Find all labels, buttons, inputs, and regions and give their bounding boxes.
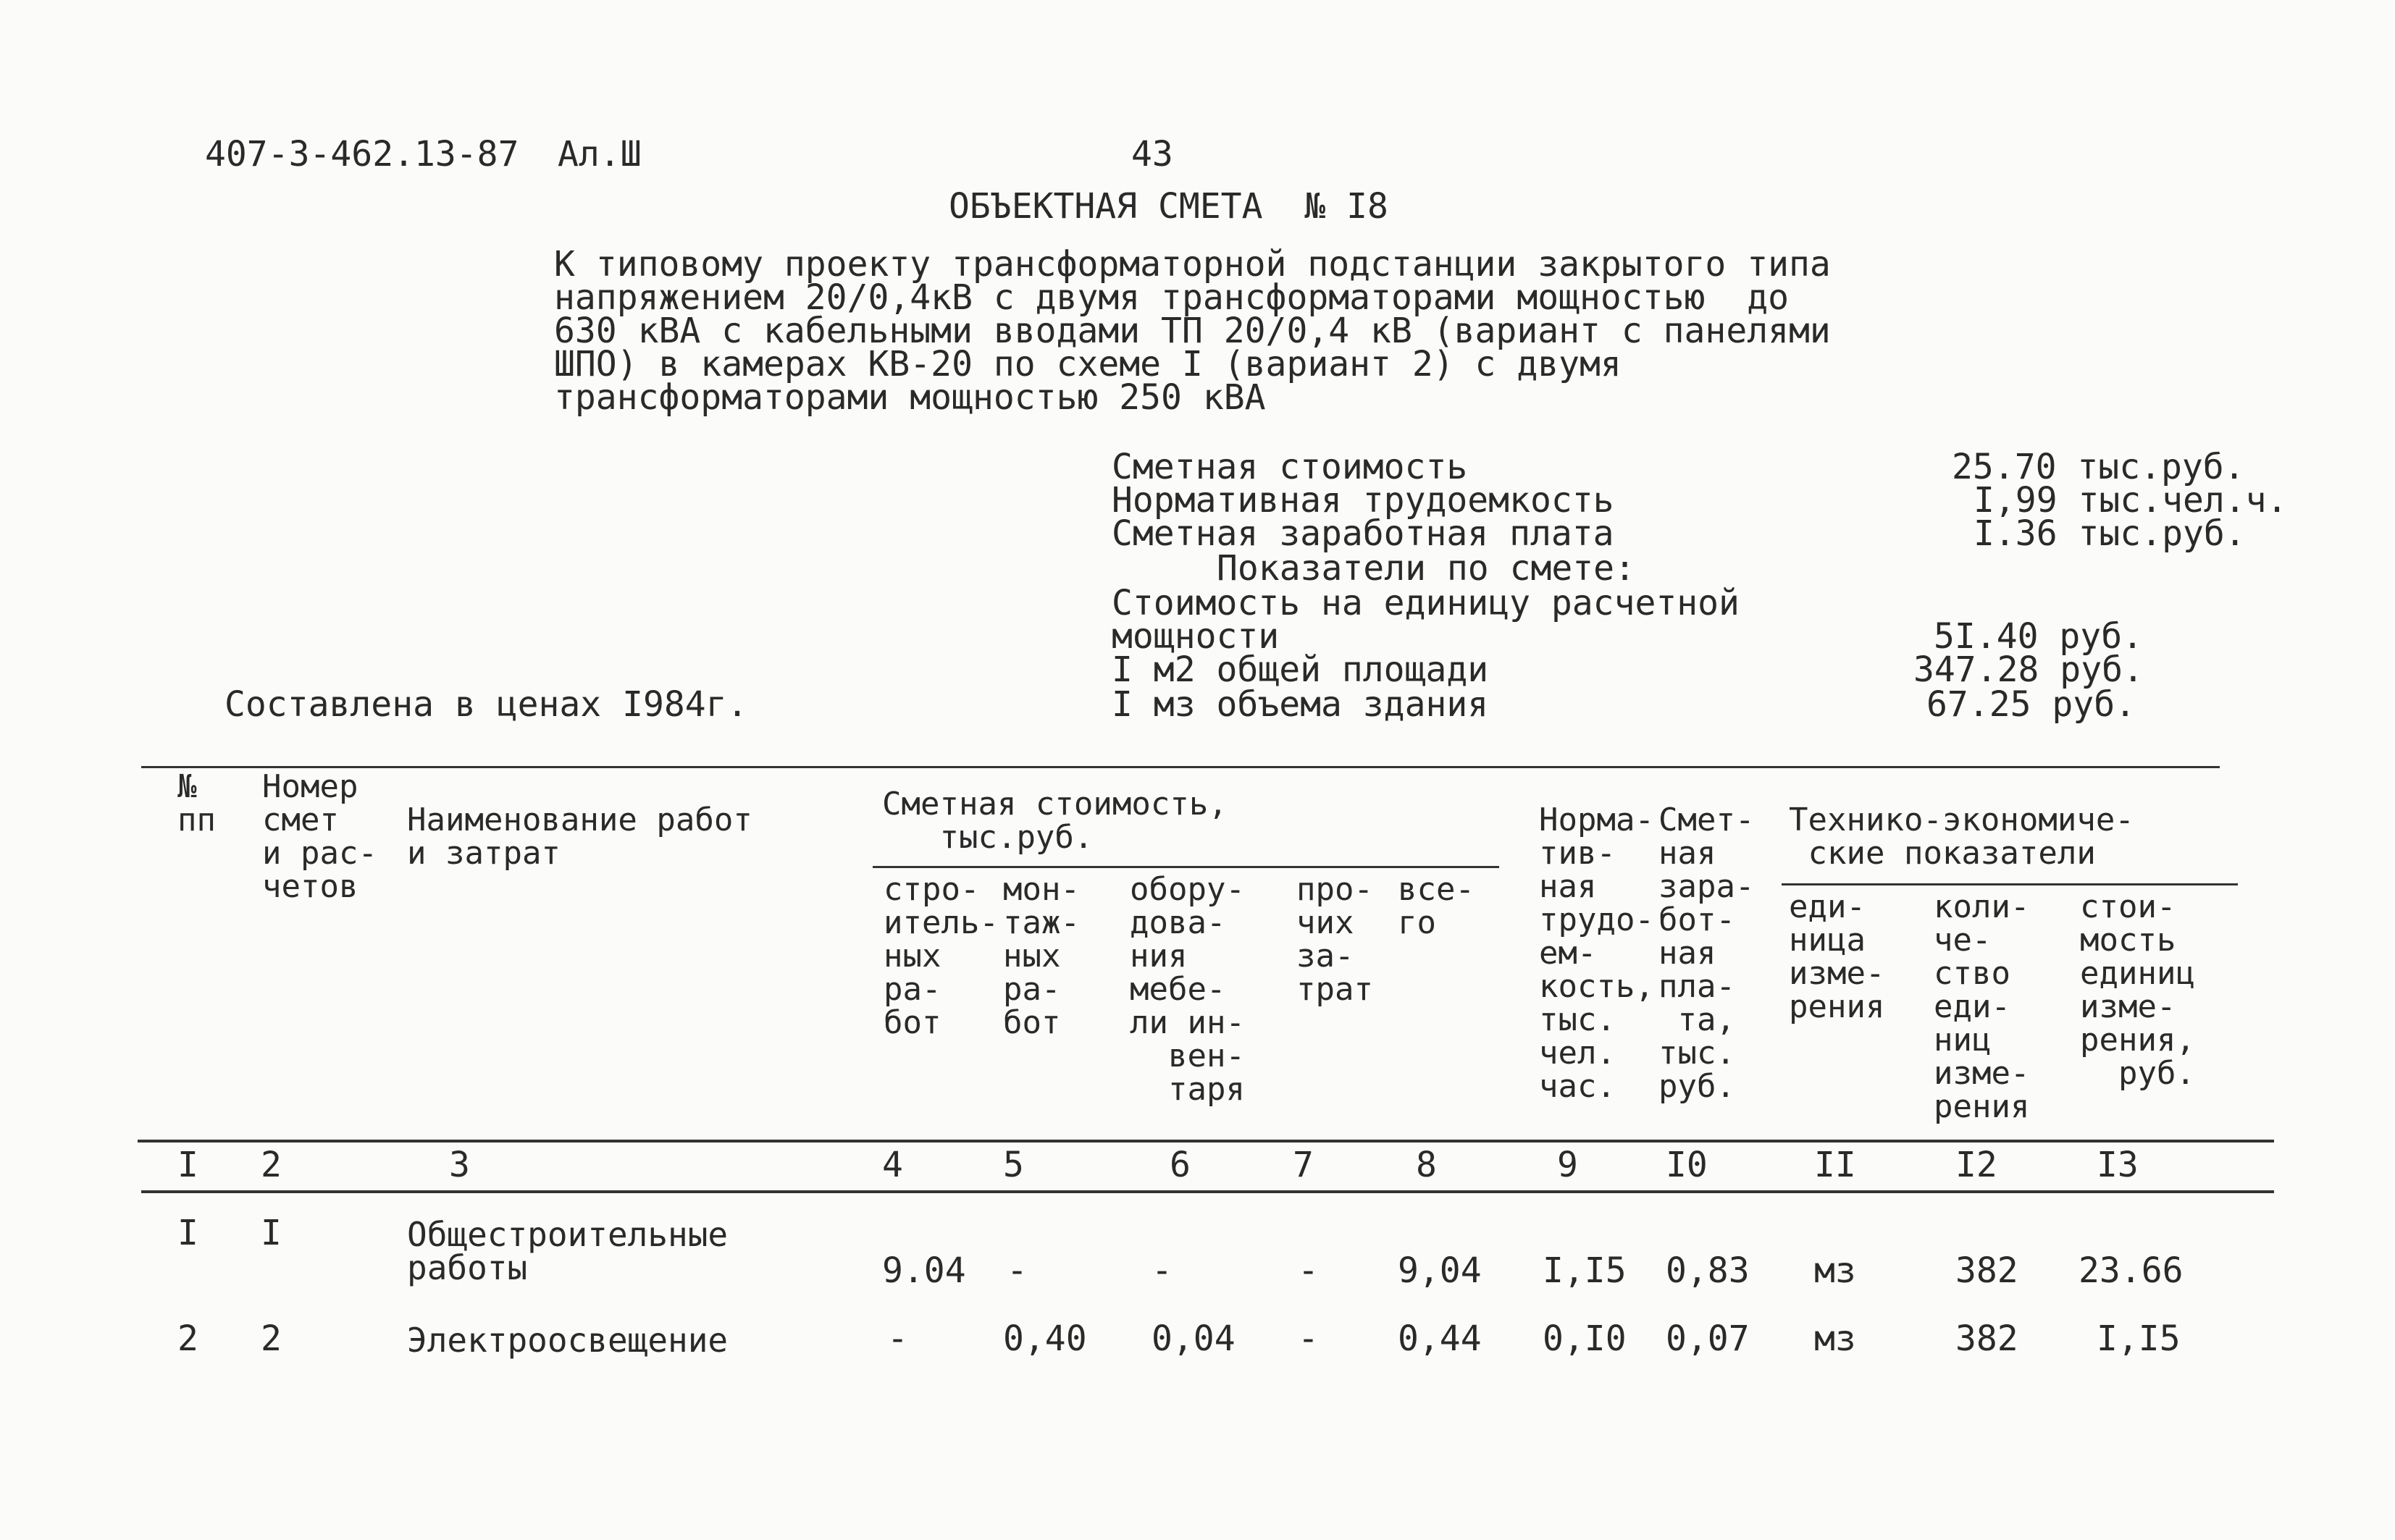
- sheet-number: Ал.Ш: [558, 134, 642, 174]
- volume-value: 67.25 руб.: [1926, 684, 2136, 725]
- row-name-cont: работы: [407, 1248, 528, 1287]
- row-construction: -: [887, 1318, 908, 1359]
- row-name: Электроосвещение: [407, 1321, 729, 1360]
- header-col-13: стои- мость единиц изме- рения, руб.: [2080, 888, 2195, 1092]
- row-construction: 9.04: [882, 1250, 966, 1291]
- cost-group-rule: [873, 866, 1499, 868]
- column-number: 7: [1293, 1145, 1314, 1185]
- wage-label: Сметная заработная плата: [1112, 513, 1614, 554]
- row-wage: 0,83: [1666, 1250, 1750, 1291]
- description-line: К типовому проекту трансформаторной подстанции закрытого типа: [554, 244, 1831, 285]
- row-total: 0,44: [1398, 1318, 1482, 1359]
- column-number: I0: [1666, 1145, 1708, 1185]
- row-unit-cost: 23.66: [2079, 1250, 2184, 1291]
- header-col-2: Номер смет и рас- четов: [262, 768, 377, 905]
- volume-label: I мз объема здания: [1112, 684, 1489, 725]
- page-number: 43: [1131, 134, 1173, 174]
- header-bottom-rule: [138, 1140, 2274, 1143]
- description-line: 630 кВА с кабельными вводами ТП 20/0,4 кВ (вариант с панелями: [554, 311, 1831, 351]
- row-name: Общестроительные: [407, 1215, 729, 1254]
- header-col-10: Смет- ная зара- бот- ная пла- та, тыс. руб.: [1658, 801, 1755, 1105]
- prices-note: Составлена в ценах I984г.: [225, 684, 748, 725]
- row-unit-cost: I,I5: [2097, 1318, 2181, 1359]
- document-code: 407-3-462.13-87: [205, 134, 519, 174]
- row-labor: 0,I0: [1543, 1318, 1627, 1359]
- row-equipment: -: [1152, 1250, 1173, 1291]
- row-other: -: [1298, 1250, 1319, 1291]
- row-installation: -: [1007, 1250, 1028, 1291]
- header-col-11: еди- ница изме- рения: [1789, 888, 1885, 1025]
- header-col-8: все- го: [1398, 871, 1475, 941]
- row-quantity: 382: [1955, 1318, 2018, 1359]
- header-col-9: Норма- тив- ная трудо- ем- кость, тыс. чел. час.: [1539, 801, 1654, 1105]
- unit-cost-label: мощности: [1112, 616, 1280, 657]
- labor-value: I,99 тыс.чел.ч.: [1974, 480, 2288, 521]
- header-tech-group: Технико-экономиче- ские показатели: [1789, 801, 2134, 872]
- column-number: 3: [449, 1145, 470, 1185]
- indicators-heading: Показатели по смете:: [1217, 548, 1635, 589]
- row-unit: мз: [1814, 1318, 1856, 1359]
- tech-group-rule: [1782, 883, 2238, 885]
- row-estimate: 2: [261, 1318, 282, 1359]
- row-num: 2: [177, 1318, 198, 1359]
- area-value: 347.28 руб.: [1913, 649, 2144, 690]
- row-estimate: I: [261, 1213, 282, 1253]
- column-number: 9: [1557, 1145, 1578, 1185]
- row-labor: I,I5: [1543, 1250, 1627, 1291]
- header-col-12: коли- че- ство еди- ниц изме- рения: [1934, 888, 2030, 1125]
- row-wage: 0,07: [1666, 1318, 1750, 1359]
- column-number: 2: [261, 1145, 282, 1185]
- column-number: 6: [1170, 1145, 1191, 1185]
- column-number: 5: [1003, 1145, 1024, 1185]
- row-quantity: 382: [1955, 1250, 2018, 1291]
- column-number: 4: [882, 1145, 903, 1185]
- header-col-4: стро- итель- ных ра- бот: [884, 871, 999, 1041]
- column-numbers-rule: [141, 1190, 2274, 1193]
- column-number: I: [177, 1145, 198, 1185]
- description-line: трансформаторами мощностью 250 кВА: [554, 377, 1266, 418]
- header-cost-group: Сметная стоимость, тыс.руб.: [882, 786, 1228, 856]
- column-number: I3: [2097, 1145, 2139, 1185]
- unit-cost-value: 5I.40 руб.: [1934, 616, 2143, 657]
- wage-value: I.36 тыс.руб.: [1974, 513, 2246, 554]
- row-installation: 0,40: [1003, 1318, 1087, 1359]
- row-other: -: [1298, 1318, 1319, 1359]
- area-label: I м2 общей площади: [1112, 649, 1489, 690]
- labor-label: Нормативная трудоемкость: [1112, 480, 1614, 521]
- header-col-7: про- чих за- трат: [1296, 871, 1373, 1008]
- table-top-rule: [141, 766, 2220, 768]
- description-line: напряжением 20/0,4кВ с двумя трансформаторами мощностью до: [554, 277, 1790, 318]
- cost-label: Сметная стоимость: [1112, 447, 1468, 487]
- column-number: 8: [1416, 1145, 1437, 1185]
- cost-value: 25.70 тыс.руб.: [1952, 447, 2245, 487]
- description-line: ШПО) в камерах КВ-20 по схеме I (вариант 2) с двумя: [554, 344, 1622, 384]
- header-col-3: Наименование работ и затрат: [407, 801, 752, 872]
- header-col-6: обору- дова- ния мебе- ли ин- вен- таря: [1130, 871, 1245, 1108]
- column-number: I2: [1955, 1145, 1997, 1185]
- unit-cost-label: Стоимость на единицу расчетной: [1112, 583, 1740, 623]
- column-number: II: [1814, 1145, 1856, 1185]
- header-col-5: мон- таж- ных ра- бот: [1003, 871, 1080, 1041]
- row-total: 9,04: [1398, 1250, 1482, 1291]
- row-num: I: [177, 1213, 198, 1253]
- row-unit: мз: [1814, 1250, 1856, 1291]
- page-title: ОБЪЕКТНАЯ СМЕТА № I8: [949, 186, 1388, 227]
- header-col-1: № пп: [177, 768, 216, 838]
- row-equipment: 0,04: [1152, 1318, 1236, 1359]
